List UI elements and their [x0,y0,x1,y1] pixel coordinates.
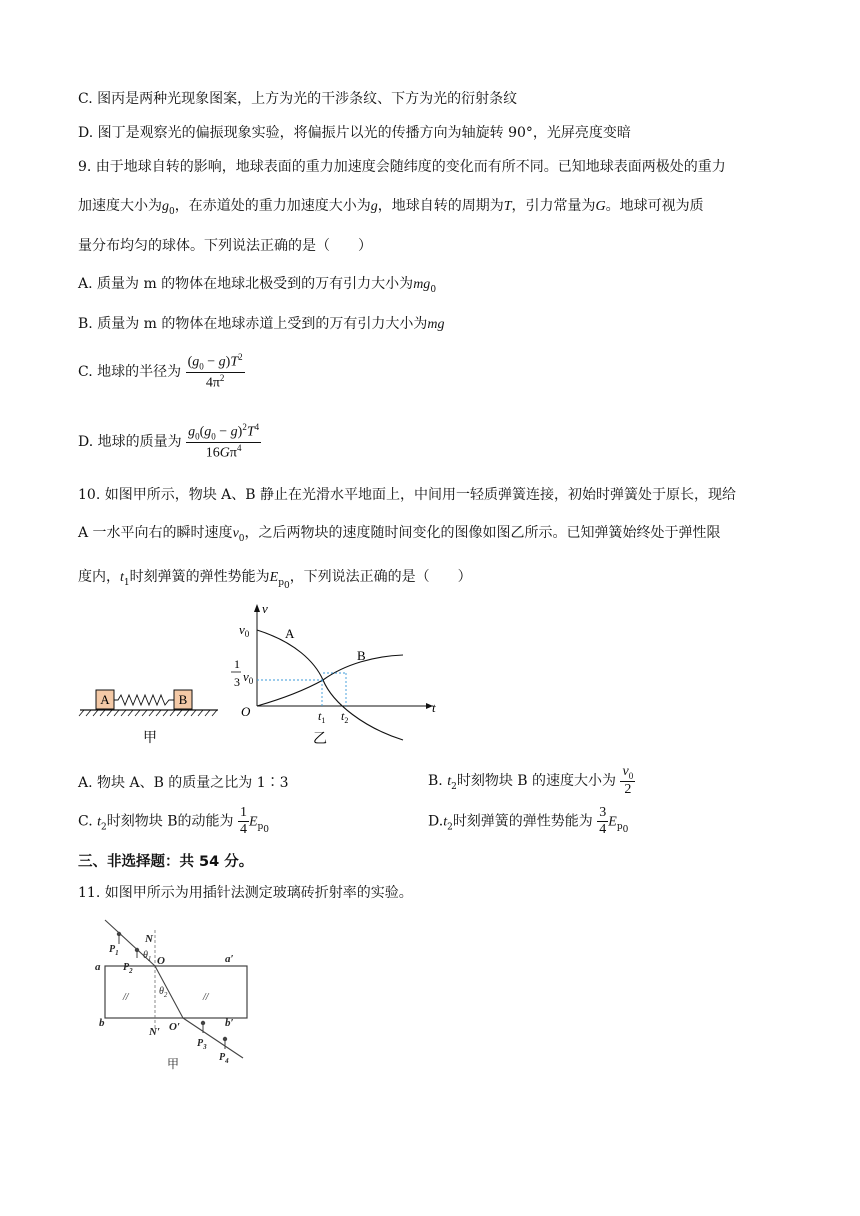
label-n: N [145,933,153,945]
spring [114,695,174,705]
v-axis-arrow [254,604,260,612]
figure-glass-caption: 甲 [167,1057,180,1071]
hatch-right: // [203,992,209,1003]
label-p2: $P_2$ [123,962,133,975]
label-oprime: O′ [169,1021,181,1033]
figure-glass-block [75,912,260,1077]
label-b: b [99,1017,105,1029]
figure-yi-caption: 乙 [313,732,327,747]
curve-b [257,655,403,706]
q9-option-b: B. 质量为 m 的物体在地球赤道上受到的万有引力大小为mg [78,316,445,332]
q9-stem-line2: 加速度大小为$g_0$，在赤道处的重力加速度大小为g，地球自转的周期为T，引力常量为G。地球可视为质 [78,198,704,217]
emergent-ray [183,1018,243,1058]
label-theta1: $\theta_1$ [143,950,152,963]
label-bprime: b′ [225,1017,234,1029]
label-aprime: a′ [225,953,234,965]
section-title: 三、非选择题：共 54 分。 [78,854,254,870]
q9-option-d: D. 地球的质量为 $\frac{g_0(g_0 - g)^2T^4}{16G\pi^4}$ [78,422,260,461]
q8-option-d: D. 图丁是观察光的偏振现象实验，将偏振片以光的传播方向为轴旋转 90°，光屏亮度变暗 [78,125,631,141]
block-a-label: A [100,692,110,707]
figure-yi-vt-graph [225,600,450,748]
one-third-num: 1 [234,657,240,671]
label-p4: $P_4$ [219,1052,229,1065]
q9-option-c: C. 地球的半径为 $\frac{(g_0 - g)T^2}{4\pi^2}$ [78,352,243,391]
q10-stem-line1: 10. 如图甲所示，物块 A、B 静止在光滑水平地面上，中间用一轻质弹簧连接，初始时弹簧处于原长，现给 [78,487,737,503]
q10-option-c: C. $t_2$时刻物块 B的动能为 $\frac{1}{4}$ $E_{p_0}$ [78,805,270,838]
origin-label: O [241,704,251,719]
label-nprime: N′ [149,1026,161,1038]
curve-a [257,630,403,740]
label-p3: $P_3$ [197,1038,207,1051]
q10-stem-line2: A 一水平向右的瞬时速度$v_0$，之后两物块的速度随时间变化的图像如图乙所示。已知弹簧始终处于弹性限 [78,525,721,544]
t1-label: $t_1$ [318,709,326,725]
v0-third-label: $v_0$ [243,669,254,686]
label-a: a [95,961,101,973]
label-o: O [157,955,165,967]
q10-option-b: B. $t_2$时刻物块 B 的速度大小为 $\frac{v_0}{2}$ [428,764,634,798]
q10-stem-line3: 度内，$t_1$时刻弹簧的弹性势能为$E_{p_0}$，下列说法正确的是（ ） [78,569,472,591]
v0-label: $v_0$ [239,622,250,639]
v-axis-label: v [262,601,268,616]
curve-b-label: B [357,648,366,663]
t-axis-label: t [432,700,436,715]
block-b-label: B [178,692,188,707]
label-p1: $P_1$ [109,944,119,957]
q9-stem-line3: 量分布均匀的球体。下列说法正确的是（ ） [78,238,372,254]
q9-option-a: A. 质量为 m 的物体在地球北极受到的万有引力大小为$mg_0$ [78,276,437,295]
q8-option-c: C. 图丙是两种光现象图案，上方为光的干涉条纹、下方为光的衍射条纹 [78,91,518,107]
t2-label: $t_2$ [341,709,349,725]
q11-stem: 11. 如图甲所示为用插针法测定玻璃砖折射率的实验。 [78,885,413,901]
one-third-den: 3 [234,675,240,689]
hatch-left: // [123,992,129,1003]
label-theta2: $\theta_2$ [159,986,168,999]
curve-a-label: A [285,626,295,641]
figure-jia-caption: 甲 [143,731,157,746]
q10-option-d: $D.t_2$时刻弹簧的弹性势能为 $\frac{3}{4}$ $E_{p_0}$ [428,805,629,838]
figure-jia-blocks [78,680,223,750]
q10-option-a: A. 物块 A、B 的质量之比为 1∶3 [78,775,289,791]
q9-stem-line1: 9. 由于地球自转的影响，地球表面的重力加速度会随纬度的变化而有所不同。已知地球表面两极处的重力 [78,159,726,175]
